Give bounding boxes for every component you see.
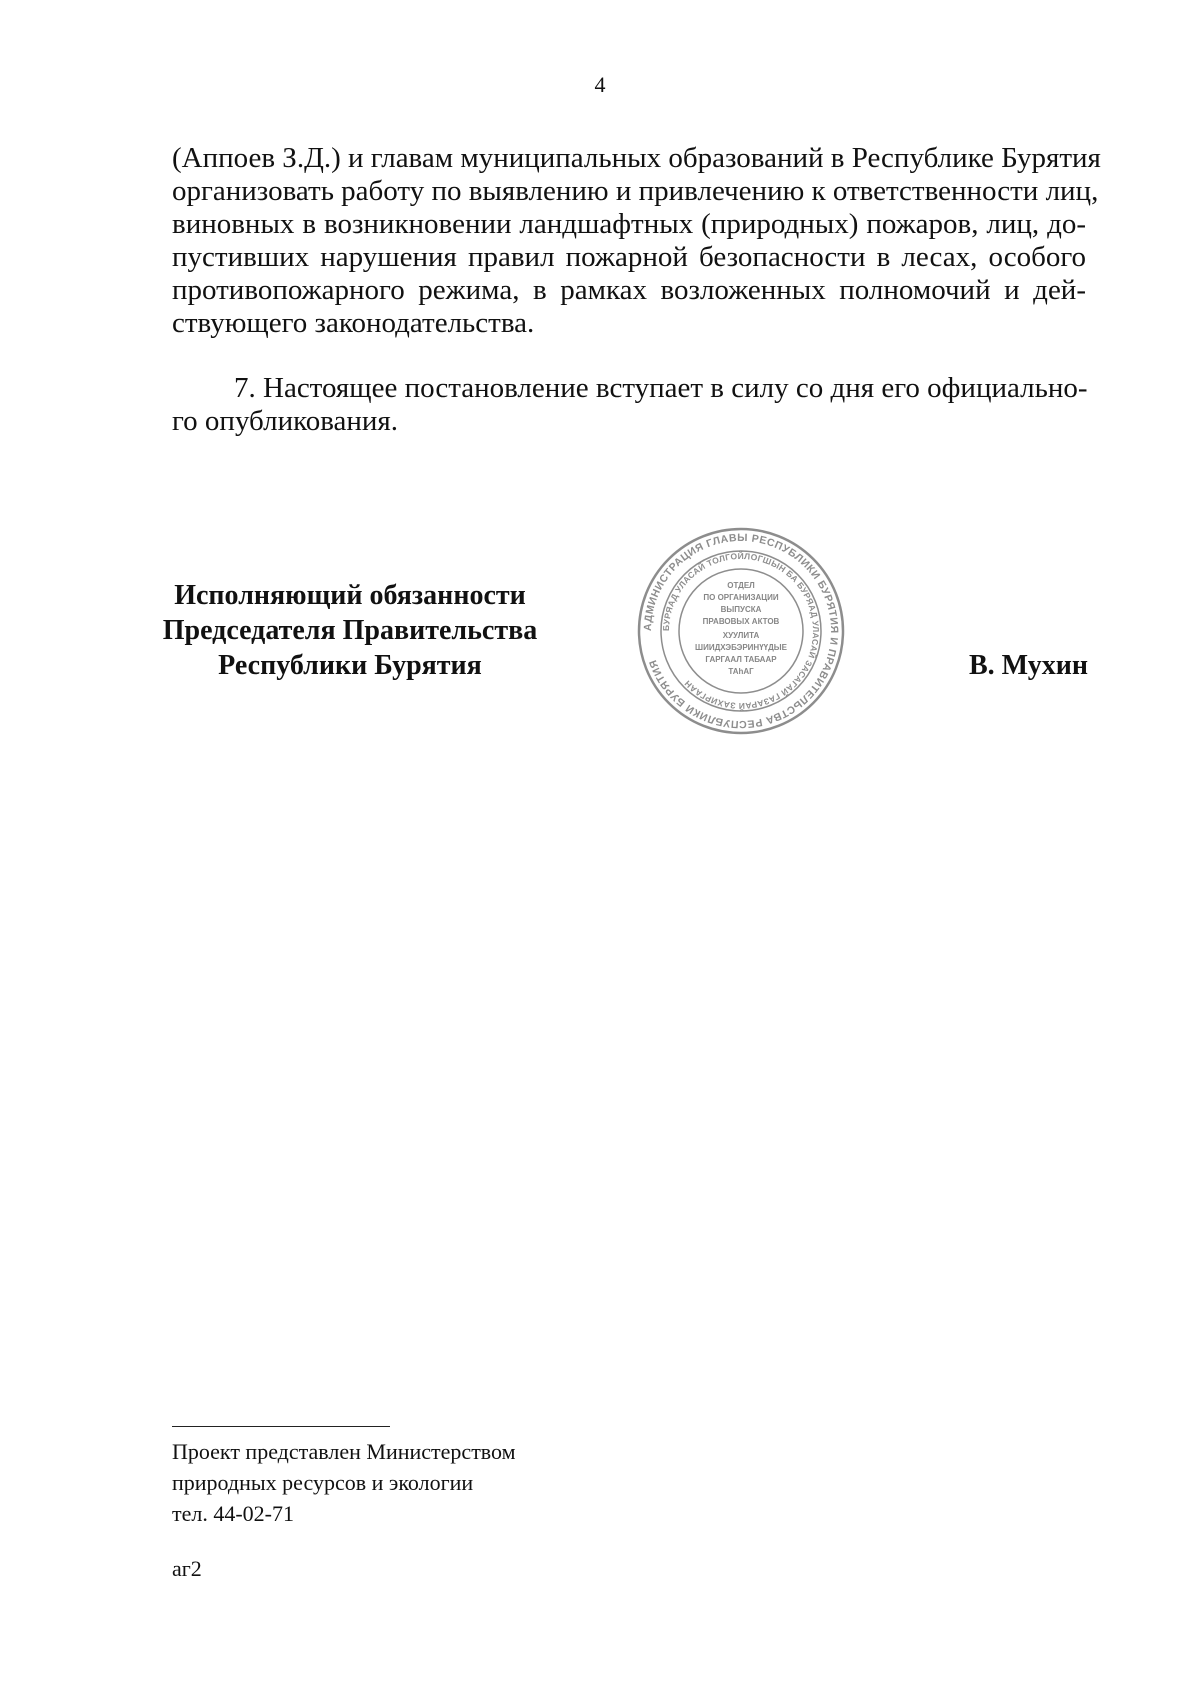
paragraph-line: пустивших нарушения правил пожарной безопасности в лесах, особого bbox=[172, 241, 1086, 273]
signer-position-line: Председателя Правительства bbox=[162, 615, 538, 646]
paragraph-line: виновных в возникновении ландшафтных (природных) пожаров, лиц, до- bbox=[172, 208, 1086, 240]
signer-position-line: Исполняющий обязанности bbox=[174, 580, 526, 611]
paragraph-effective-date bbox=[172, 372, 1086, 438]
footnote-line: Проект представлен Министерством bbox=[172, 1439, 516, 1464]
seal-center-line: ШИИДХЭБЭРИНҮҮДЫЕ bbox=[695, 643, 787, 652]
signer-position-line: Республики Бурятия bbox=[218, 650, 482, 681]
seal-inner-text: БУРЯАД УЛАСАЙ ТОЛГОЙЛОГШЫН БА БУРЯАД УЛАСАЙ ЗАСАГАЙ ГАЗАРАЙ ЗАХИРГААН bbox=[660, 550, 822, 712]
official-seal-stamp bbox=[636, 526, 846, 736]
footnote-line: тел. 44-02-71 bbox=[172, 1501, 295, 1526]
paragraph-line: (Аппоев З.Д.) и главам муниципальных образований в Республике Бурятия bbox=[172, 142, 1101, 174]
seal-center-line: ТАһАГ bbox=[728, 667, 754, 676]
seal-center-line: ПО ОРГАНИЗАЦИИ bbox=[703, 593, 779, 602]
seal-center-line: ГАРГААЛ ТАБААР bbox=[705, 655, 777, 664]
page-number: 4 bbox=[594, 72, 606, 97]
document-code: аг2 bbox=[172, 1556, 202, 1581]
signer-name: В. Мухин bbox=[969, 650, 1088, 681]
seal-center-line: ХУУЛИТА bbox=[722, 631, 760, 640]
paragraph-continuation bbox=[172, 142, 1101, 340]
paragraph-line: организовать работу по выявлению и привлечению к ответственности лиц, bbox=[172, 175, 1099, 207]
seal-outer-text: АДМИНИСТРАЦИЯ ГЛАВЫ РЕСПУБЛИКИ БУРЯТИЯ И ПРАВИТЕЛЬСТВА РЕСПУБЛИКИ БУРЯТИЯ bbox=[641, 531, 841, 731]
signer-position bbox=[130, 578, 570, 683]
paragraph-line: ствующего законодательства. bbox=[172, 307, 535, 339]
footnote bbox=[172, 1436, 516, 1529]
seal-center-line: ВЫПУСКА bbox=[720, 605, 762, 614]
footnote-divider bbox=[172, 1426, 390, 1427]
paragraph-line: 7. Настоящее постановление вступает в силу со дня его официально- bbox=[234, 372, 1088, 404]
seal-center-line: ПРАВОВЫХ АКТОВ bbox=[702, 617, 780, 626]
paragraph-line: противопожарного режима, в рамках возложенных полномочий и дей- bbox=[172, 274, 1086, 306]
paragraph-line: го опубликования. bbox=[172, 405, 399, 437]
seal-center-line: ОТДЕЛ bbox=[727, 581, 755, 590]
footnote-line: природных ресурсов и экологии bbox=[172, 1470, 474, 1495]
